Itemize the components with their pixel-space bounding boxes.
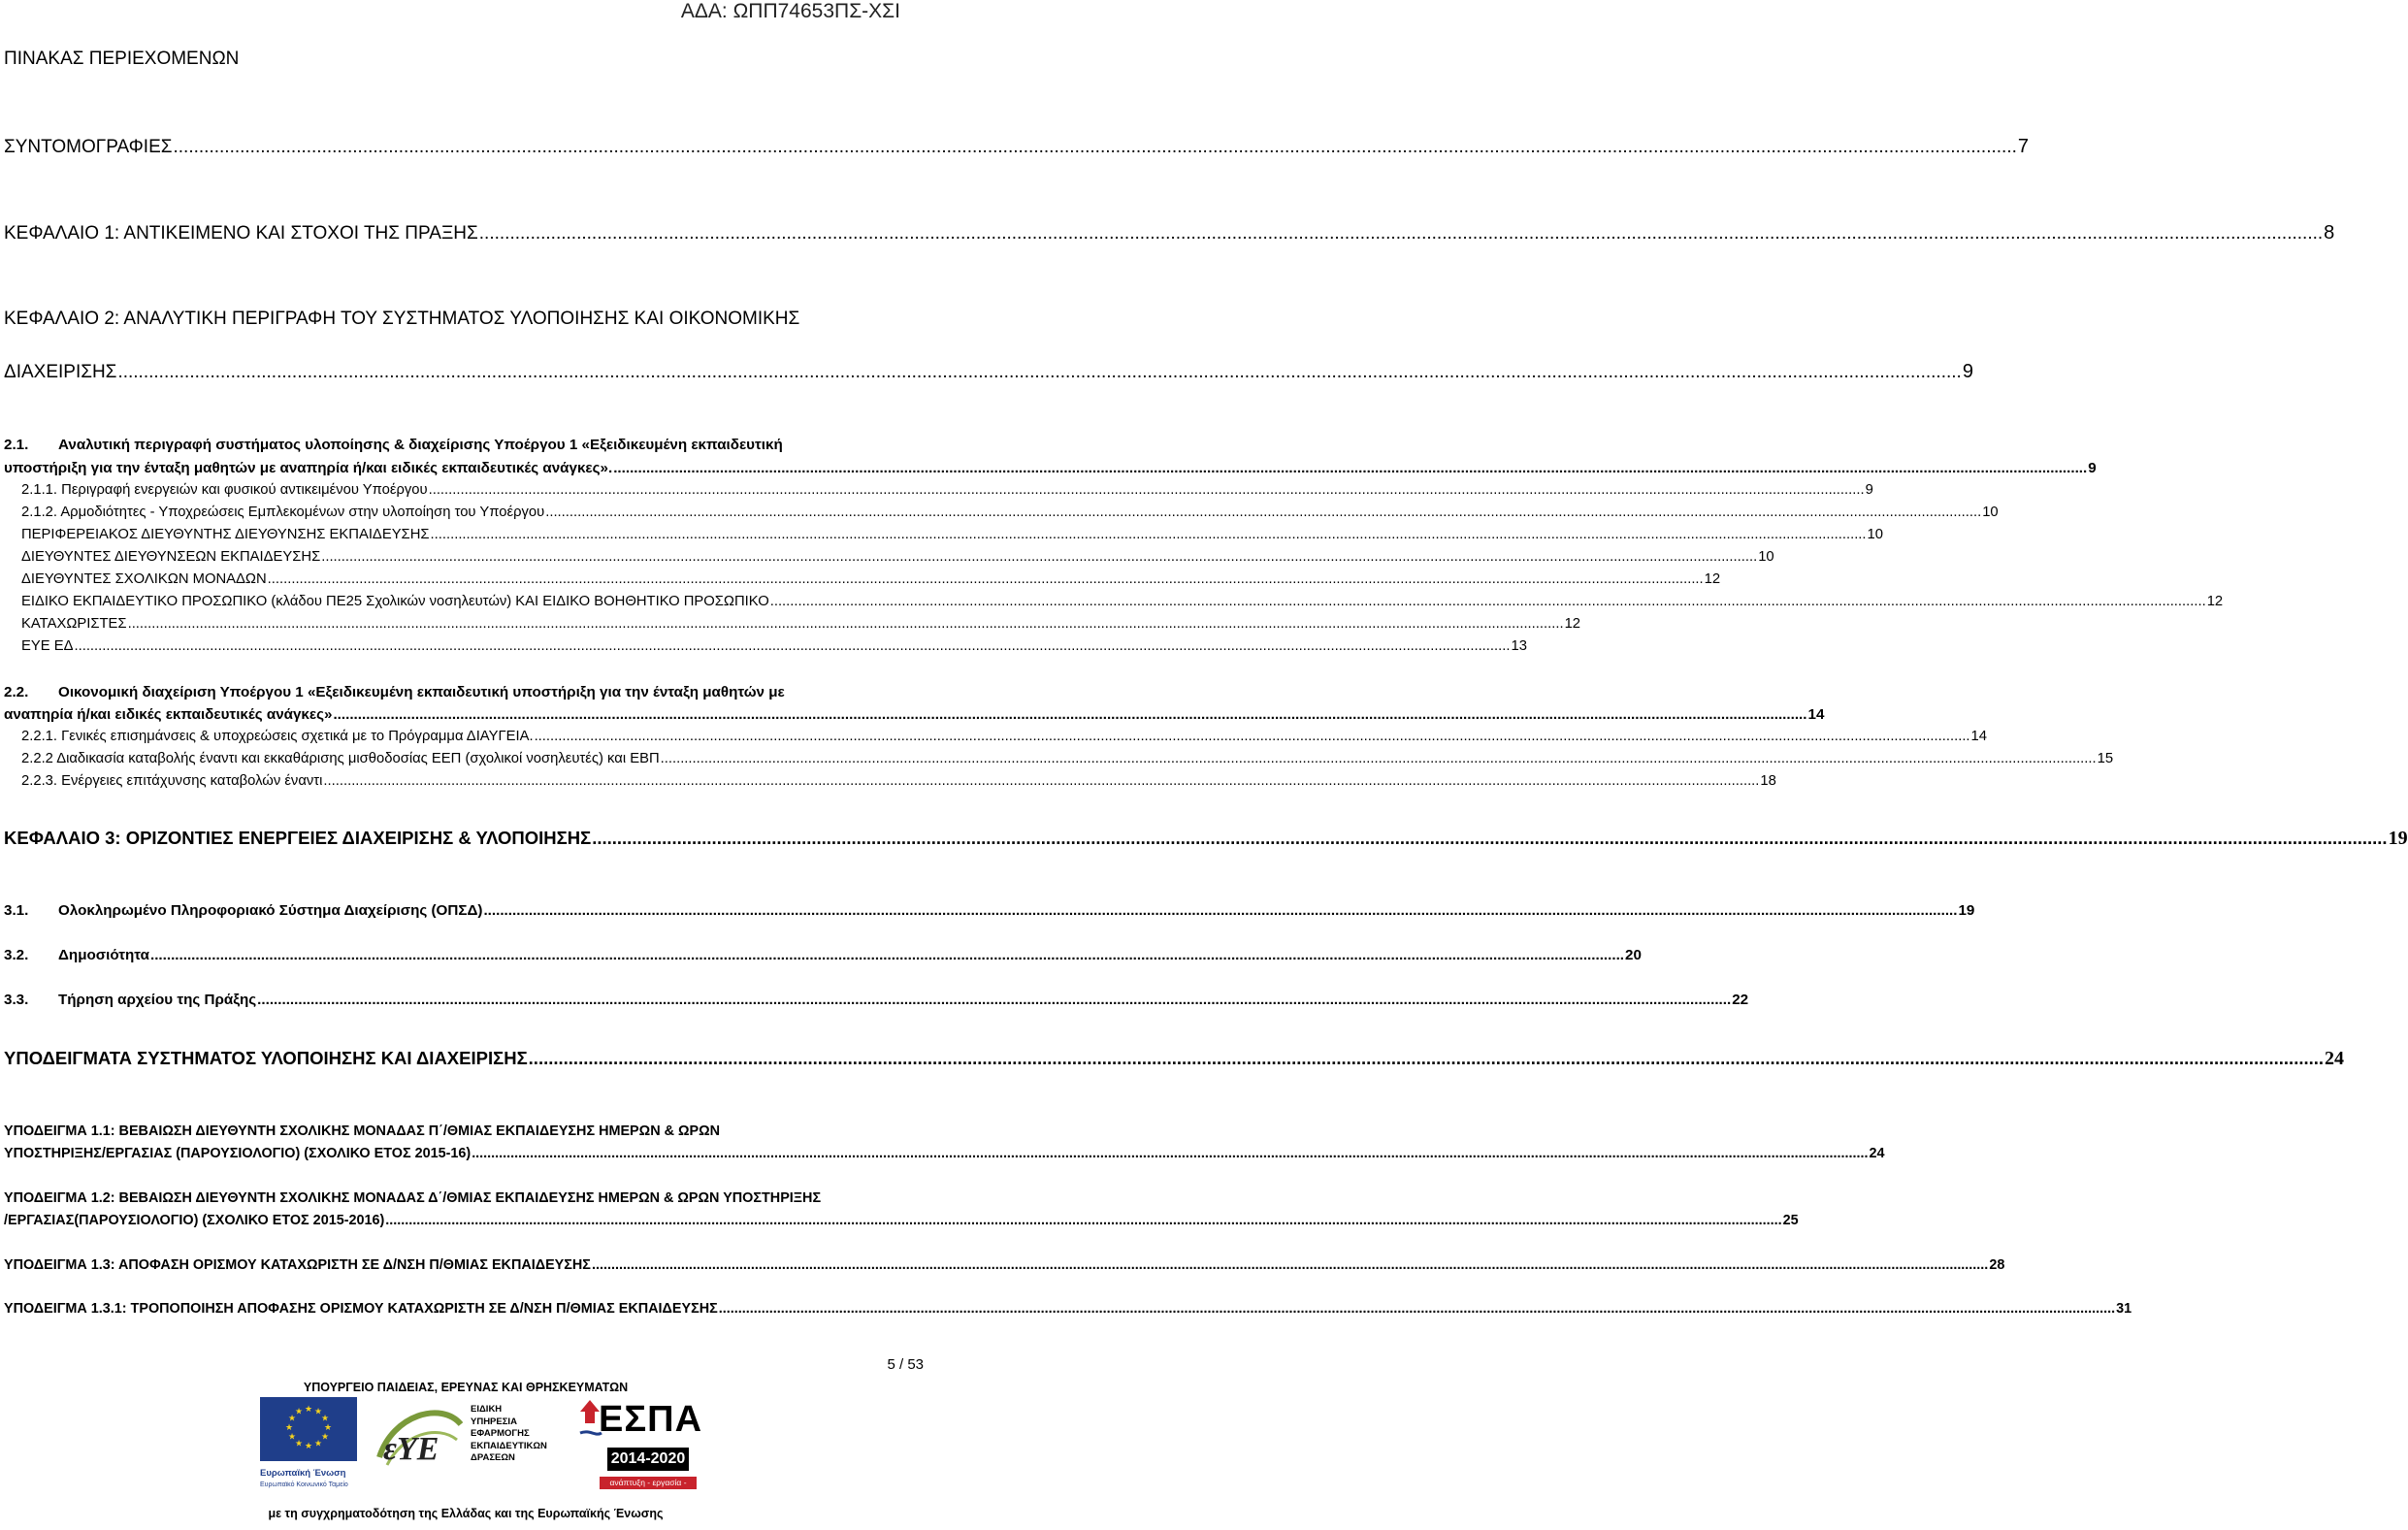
toc-entry-regional-director[interactable]: [21, 527, 1883, 542]
svg-text:★: ★: [284, 1423, 294, 1433]
toc-page: 8: [2324, 222, 2335, 244]
svg-text:★: ★: [323, 1423, 333, 1433]
toc-page: 24: [1869, 1146, 1885, 1161]
eu-label: [260, 1468, 367, 1491]
toc-entry-2-1-1[interactable]: [21, 482, 1873, 498]
toc-page: 15: [2097, 751, 2114, 766]
svg-text:★: ★: [287, 1432, 297, 1443]
toc-entry-2-2-3[interactable]: [21, 773, 1776, 789]
svg-text:★: ★: [320, 1414, 330, 1424]
toc-label: αναπηρία ή/και ειδικές εκπαιδευτικές ανάγκες»: [4, 706, 333, 723]
toc-entry-template-1-3[interactable]: [4, 1257, 2005, 1273]
toc-entry-3-1[interactable]: [4, 902, 1975, 919]
toc-entry-template-1-2[interactable]: [4, 1213, 1799, 1228]
toc-page: 12: [1564, 616, 1581, 632]
dot-leader: [545, 505, 1981, 520]
esf-name: Ευρωπαϊκό Κοινωνικό Ταμείο: [260, 1481, 348, 1488]
toc-entry-eye-ed[interactable]: [21, 638, 1527, 654]
toc-entry-chapter-2-line1[interactable]: ΚΕΦΑΛΑΙΟ 2: ΑΝΑΛΥΤΙΚΗ ΠΕΡΙΓΡΑΦΗ ΤΟΥ ΣΥΣΤΗΜΑΤΟΣ ΥΛΟΠΟΙΗΣΗΣ ΚΑΙ ΟΙΚΟΝΟΜΙΚΗΣ: [4, 309, 800, 329]
eye-line: ΕΙΔΙΚΗ: [471, 1404, 503, 1415]
toc-page: 10: [1867, 527, 1883, 542]
toc-page: 14: [1970, 729, 1988, 744]
dot-leader: [333, 706, 1806, 723]
toc-entry-2-2-2[interactable]: [21, 751, 2114, 766]
toc-entry-2-1-2[interactable]: [21, 505, 1999, 520]
dot-leader: [613, 460, 2087, 476]
dot-leader: [323, 773, 1759, 789]
ada-code: ΑΔΑ: ΩΠΠ74653ΠΣ-ΧΣΙ: [680, 0, 900, 22]
toc-label: ΔΙΕΥΘΥΝΤΕΣ ΣΧΟΛΙΚΩΝ ΜΟΝΑΔΩΝ: [21, 571, 267, 587]
dot-leader: [321, 549, 1757, 565]
toc-page: 18: [1760, 773, 1776, 789]
toc-entry-chapter-3[interactable]: [4, 828, 2408, 850]
toc-entry-templates[interactable]: [4, 1048, 2345, 1070]
dot-leader: [770, 594, 2206, 609]
eye-text-block: [471, 1404, 547, 1465]
toc-entry-3-2[interactable]: [4, 947, 1642, 963]
toc-entry-registrars[interactable]: [21, 616, 1581, 632]
toc-page: 9: [1962, 361, 1973, 382]
svg-text:★: ★: [304, 1405, 313, 1415]
toc-page: 22: [1732, 992, 1749, 1008]
espa-years: 2014-2020: [607, 1448, 689, 1471]
eu-flag-icon: [260, 1397, 357, 1461]
toc-label: ΥΠΟΔΕΙΓΜΑ 1.3: ΑΠΟΦΑΣΗ ΟΡΙΣΜΟΥ ΚΑΤΑΧΩΡΙΣΤΗ ΣΕ Δ/ΝΣΗ Π/ΘΜΙΑΣ ΕΚΠΑΙΔΕΥΣΗΣ: [4, 1257, 591, 1273]
toc-page: 24: [2325, 1048, 2345, 1069]
toc-entry-3-3[interactable]: [4, 992, 1749, 1008]
toc-entry-2-2-1[interactable]: [21, 729, 1988, 744]
toc-label: ΥΠΟΔΕΙΓΜΑΤΑ ΣΥΣΤΗΜΑΤΟΣ ΥΛΟΠΟΙΗΣΗΣ ΚΑΙ ΔΙΑΧΕΙΡΙΣΗΣ: [4, 1048, 528, 1068]
eye-line: ΕΦΑΡΜΟΓΗΣ: [471, 1428, 530, 1439]
toc-label: ΠΕΡΙΦΕΡΕΙΑΚΟΣ ΔΙΕΥΘΥΝΤΗΣ ΔΙΕΥΘΥΝΣΗΣ ΕΚΠΑΙΔΕΥΣΗΣ: [21, 527, 430, 542]
section-number: 3.2.: [4, 947, 29, 963]
toc-label: Αναλυτική περιγραφή συστήματος υλοποίησης & διαχείρισης Υποέργου 1 «Εξειδικευμένη εκπαιδευτική: [58, 437, 783, 453]
toc-label: ΚΑΤΑΧΩΡΙΣΤΕΣ: [21, 616, 127, 632]
eye-brand: εΥΕ: [383, 1431, 439, 1467]
toc-label: 2.2.1. Γενικές επισημάνσεις & υποχρεώσεις σχετικά με το Πρόγραμμα ΔΙΑΥΓΕΙΑ.: [21, 729, 534, 744]
toc-entry-2-2-line1[interactable]: [4, 684, 923, 700]
dot-leader: [479, 223, 2323, 244]
toc-label: Οικονομική διαχείριση Υποέργου 1 «Εξειδικευμένη εκπαιδευτική υποστήριξη για την ένταξη μαθητών με: [58, 684, 785, 700]
toc-label: ΚΕΦΑΛΑΙΟ 3: ΟΡΙΖΟΝΤΙΕΣ ΕΝΕΡΓΕΙΕΣ ΔΙΑΧΕΙΡΙΣΗΣ & ΥΛΟΠΟΙΗΣΗΣ: [4, 828, 592, 848]
toc-entry-special-staff[interactable]: [21, 594, 2224, 609]
eye-logo-icon: [374, 1395, 466, 1481]
svg-text:★: ★: [304, 1442, 313, 1451]
toc-label: 2.1.1. Περιγραφή ενεργειών και φυσικού αντικειμένου Υποέργου: [21, 482, 428, 498]
ministry-title: ΥΠΟΥΡΓΕΙΟ ΠΑΙΔΕΙΑΣ, ΕΡΕΥΝΑΣ ΚΑΙ ΘΡΗΣΚΕΥΜΑΤΩΝ: [303, 1381, 629, 1394]
toc-page: 12: [1704, 571, 1721, 587]
toc-label: Ολοκληρωμένο Πληροφοριακό Σύστημα Διαχείρισης (ΟΠΣΔ): [58, 902, 483, 919]
toc-page: 19: [1958, 902, 1975, 919]
toc-label: 2.2.2 Διαδικασία καταβολής έναντι και εκκαθάρισης μισθοδοσίας ΕΕΠ (σχολικοί νοσηλευτές) και ΕΒΠ: [21, 751, 660, 766]
eye-line: ΥΠΗΡΕΣΙΑ: [471, 1416, 517, 1427]
dot-leader: [592, 828, 2387, 849]
svg-text:★: ★: [313, 1407, 323, 1417]
eye-line: ΔΡΑΣΕΩΝ: [471, 1452, 515, 1463]
toc-page: 20: [1625, 947, 1642, 963]
toc-page: 25: [1782, 1213, 1799, 1228]
section-number: 3.3.: [4, 992, 29, 1008]
dot-leader: [174, 137, 2017, 158]
dot-leader: [150, 947, 1624, 963]
espa-tagline: ανάπτυξη - εργασία - αλληλεγγύη: [600, 1477, 697, 1489]
cofinance-note: με τη συγχρηματοδότηση της Ελλάδας και της Ευρωπαϊκής Ένωσης: [268, 1507, 664, 1520]
dot-leader: [257, 992, 1731, 1008]
toc-entry-template-1-1[interactable]: [4, 1146, 1885, 1161]
toc-entry-2-1-line1[interactable]: [4, 437, 923, 453]
toc-label: ΥΠΟΔΕΙΓΜΑ 1.3.1: ΤΡΟΠΟΠΟΙΗΣΗ ΑΠΟΦΑΣΗΣ ΟΡΙΣΜΟΥ ΚΑΤΑΧΩΡΙΣΤΗ ΣΕ Δ/ΝΣΗ Π/ΘΜΙΑΣ ΕΚΠΑΙΔΕΥΣΗΣ: [4, 1301, 718, 1317]
toc-entry-abbreviations[interactable]: [4, 136, 2029, 158]
dot-leader: [483, 902, 1957, 919]
dot-leader: [535, 729, 1970, 744]
toc-label: /ΕΡΓΑΣΙΑΣ(ΠΑΡΟΥΣΙΟΛΟΓΙΟ) (ΣΧΟΛΙΚΟ ΕΤΟΣ 2015-2016): [4, 1213, 385, 1228]
toc-page: 10: [1758, 549, 1774, 565]
dot-leader: [74, 638, 1510, 654]
page-number: 5 / 53: [887, 1356, 924, 1373]
dot-leader: [661, 751, 2097, 766]
svg-text:★: ★: [313, 1439, 323, 1449]
toc-entry-template-1-3-1[interactable]: [4, 1301, 2132, 1317]
toc-entry-2-1[interactable]: [4, 460, 2097, 476]
svg-text:★: ★: [287, 1414, 297, 1424]
toc-label: υποστήριξη για την ένταξη μαθητών με αναπηρία ή/και ειδικές εκπαιδευτικές ανάγκες».: [4, 460, 613, 476]
toc-page: 19: [2388, 828, 2408, 849]
eu-name: Ευρωπαϊκή Ένωση: [260, 1468, 346, 1479]
toc-entry-directorate-heads[interactable]: [21, 549, 1774, 565]
section-number: 2.1.: [4, 437, 29, 453]
toc-label: ΚΕΦΑΛΑΙΟ 1: ΑΝΤΙΚΕΙΜΕΝΟ ΚΑΙ ΣΤΟΧΟΙ ΤΗΣ ΠΡΑΞΗΣ: [4, 223, 478, 244]
dot-leader: [719, 1301, 2115, 1317]
dot-leader: [472, 1146, 1868, 1161]
section-number: 2.2.: [4, 684, 29, 700]
dot-leader: [431, 527, 1867, 542]
toc-label: ΔΙΑΧΕΙΡΙΣΗΣ: [4, 362, 117, 382]
toc-entry-chapter-1[interactable]: [4, 222, 2335, 244]
dot-leader: [429, 482, 1865, 498]
toc-page: 12: [2206, 594, 2224, 609]
dot-leader: [592, 1257, 1988, 1273]
toc-page: 31: [2116, 1301, 2132, 1317]
toc-page: 7: [2017, 136, 2029, 157]
toc-entry-2-2[interactable]: [4, 706, 1825, 723]
toc-label: ΕΙΔΙΚΟ ΕΚΠΑΙΔΕΥΤΙΚΟ ΠΡΟΣΩΠΙΚΟ (κλάδου ΠΕ25 Σχολικών νοσηλευτών) ΚΑΙ ΕΙΔΙΚΟ ΒΟΗΘΗΤΙΚΟ ΠΡΟΣΩΠΙΚΟ: [21, 594, 769, 609]
toc-label: 2.2.3. Ενέργειες επιτάχυνσης καταβολών έναντι: [21, 773, 323, 789]
toc-page: 9: [1865, 482, 1873, 498]
svg-text:★: ★: [294, 1439, 304, 1449]
dot-leader: [268, 571, 1704, 587]
toc-entry-template-1-1-line1[interactable]: ΥΠΟΔΕΙΓΜΑ 1.1: ΒΕΒΑΙΩΣΗ ΔΙΕΥΘΥΝΤΗ ΣΧΟΛΙΚΗΣ ΜΟΝΑΔΑΣ Π΄/ΘΜΙΑΣ ΕΚΠΑΙΔΕΥΣΗΣ ΗΜΕΡΩΝ & ΩΡΩΝ: [4, 1123, 721, 1139]
section-number: 3.1.: [4, 902, 29, 919]
dot-leader: [385, 1213, 1781, 1228]
svg-text:★: ★: [320, 1432, 330, 1443]
toc-page: 28: [1989, 1257, 2005, 1273]
toc-label: ΕΥΕ ΕΔ: [21, 638, 74, 654]
eye-line: ΕΚΠΑΙΔΕΥΤΙΚΩΝ: [471, 1440, 547, 1451]
dot-leader: [128, 616, 1564, 632]
toc-title: ΠΙΝΑΚΑΣ ΠΕΡΙΕΧΟΜΕΝΩΝ: [4, 49, 240, 69]
toc-label: ΔΙΕΥΘΥΝΤΕΣ ΔΙΕΥΘΥΝΣΕΩΝ ΕΚΠΑΙΔΕΥΣΗΣ: [21, 549, 321, 565]
toc-page: 13: [1511, 638, 1527, 654]
toc-page: 14: [1807, 706, 1825, 723]
toc-page: 9: [2088, 460, 2097, 476]
toc-label: ΥΠΟΣΤΗΡΙΞΗΣ/ΕΡΓΑΣΙΑΣ (ΠΑΡΟΥΣΙΟΛΟΓΙΟ) (ΣΧΟΛΙΚΟ ΕΤΟΣ 2015-16): [4, 1146, 472, 1161]
toc-label: Τήρηση αρχείου της Πράξης: [58, 992, 257, 1008]
espa-wordmark: ΕΣΠΑ: [599, 1399, 703, 1440]
toc-entry-school-heads[interactable]: [21, 571, 1721, 587]
toc-label: ΣΥΝΤΟΜΟΓΡΑΦΙΕΣ: [4, 137, 173, 157]
toc-page: 10: [1982, 505, 1999, 520]
toc-label: Δημοσιότητα: [58, 947, 149, 963]
dot-leader: [529, 1048, 2324, 1069]
toc-entry-template-1-2-line1[interactable]: ΥΠΟΔΕΙΓΜΑ 1.2: ΒΕΒΑΙΩΣΗ ΔΙΕΥΘΥΝΤΗ ΣΧΟΛΙΚΗΣ ΜΟΝΑΔΑΣ Δ΄/ΘΜΙΑΣ ΕΚΠΑΙΔΕΥΣΗΣ ΗΜΕΡΩΝ & ΩΡΩΝ ΥΠΟΣΤΗΡΙΞΗΣ: [4, 1190, 822, 1206]
svg-text:★: ★: [294, 1407, 304, 1417]
toc-entry-chapter-2[interactable]: [4, 361, 1973, 383]
toc-label: 2.1.2. Αρμοδιότητες - Υποχρεώσεις Εμπλεκομένων στην υλοποίηση του Υποέργου: [21, 505, 545, 520]
dot-leader: [117, 362, 1961, 383]
